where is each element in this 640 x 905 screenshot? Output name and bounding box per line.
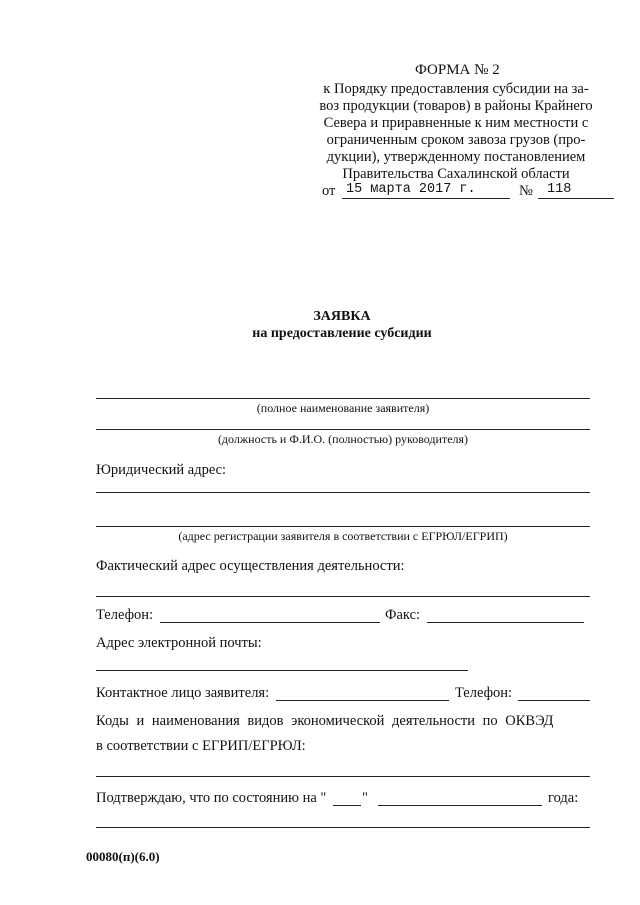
okved-text-line-2: в соответствии с ЕГРИП/ЕГРЮЛ: [96,738,306,754]
decree-date: 15 марта 2017 г. [346,182,476,197]
position-caption: (должность и Ф.И.О. (полностью) руководителя) [217,432,469,446]
phone-label: Телефон: [96,607,154,623]
registration-caption: (адрес регистрации заявителя в соответствии с ЕГРЮЛ/ЕГРИП) [178,529,508,543]
number-prefix: № [519,183,533,199]
header-line-1: к Порядку предоставления субсидии на за- [323,81,589,97]
email-field-line[interactable] [96,670,468,671]
fullname-field-line[interactable] [96,398,590,399]
date-prefix: от [322,183,336,199]
number-underline [538,198,614,199]
legal-address-line-2[interactable] [96,526,590,527]
contact-person-label: Контактное лицо заявителя: [96,685,270,701]
confirm-year-suffix: года: [548,790,579,806]
okved-field-line[interactable] [96,776,590,777]
legal-address-label: Юридический адрес: [96,462,227,478]
header-line-6: Правительства Сахалинской области [342,166,570,182]
header-line-3: Севера и приравненные к ним местности с [323,115,589,131]
header-line-5: дукции), утвержденному постановлением [326,149,586,165]
confirm-field-line[interactable] [96,827,590,828]
fax-label: Факс: [385,607,421,623]
email-label: Адрес электронной почты: [96,635,262,651]
document-code: 00080(п)(6.0) [86,849,160,864]
contact-person-field-line[interactable] [276,700,449,701]
decree-number: 118 [547,182,572,197]
confirm-day-line[interactable] [333,805,361,806]
okved-text-line-1: Коды и наименования видов экономической деятельности по ОКВЭД [96,713,554,729]
form-number-label: ФОРМА № 2 [415,62,500,78]
date-underline [342,198,510,199]
fullname-caption: (полное наименование заявителя) [256,401,430,415]
page-subtitle: на предоставление субсидии [252,326,432,341]
actual-address-line[interactable] [96,596,590,597]
header-line-2: воз продукции (товаров) в районы Крайнего [319,98,593,114]
contact-phone-field-line[interactable] [518,700,590,701]
legal-address-line-1[interactable] [96,492,590,493]
contact-phone-label: Телефон: [455,685,513,701]
confirm-month-line[interactable] [378,805,542,806]
phone-field-line[interactable] [160,622,380,623]
confirm-quote: " [362,790,368,806]
header-line-4: ограниченным сроком завоза грузов (про- [326,132,586,148]
confirm-prefix: Подтверждаю, что по состоянию на " [96,790,327,806]
actual-address-label: Фактический адрес осуществления деятельности: [96,558,405,574]
fax-field-line[interactable] [427,622,584,623]
position-field-line[interactable] [96,429,590,430]
page-title: ЗАЯВКА [313,309,371,324]
